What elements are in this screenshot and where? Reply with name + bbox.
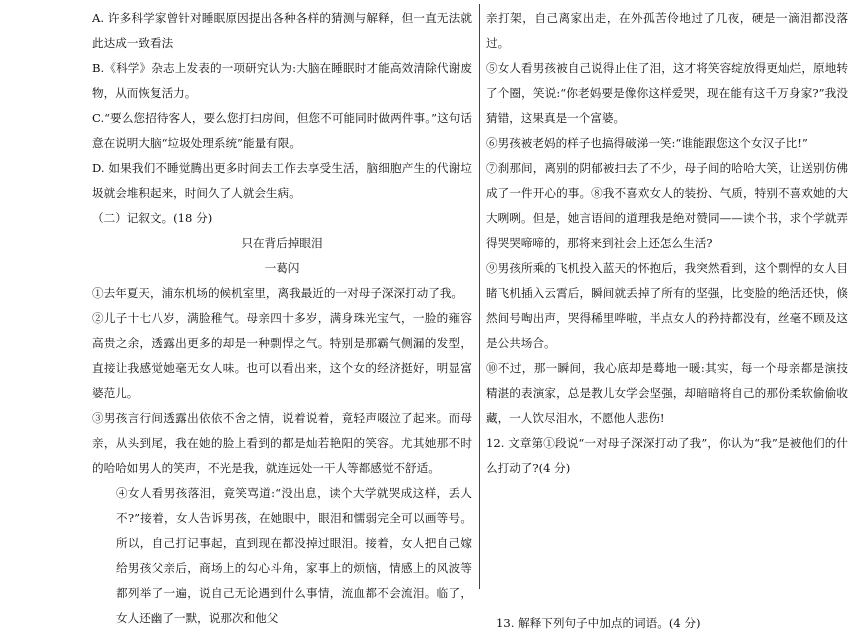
story-paragraph-10: ⑩不过，那一瞬间，我心底却是蓦地一暖:其实，每一个母亲都是演技精湛的表演家，总是教儿女学会坚强，却暗暗将自己的那份柔软偷偷收藏，一人饮尽泪水，不愿他人悲伤! [486,361,848,425]
story-paragraph-1: ①去年夏天，浦东机场的候机室里，离我最近的一对母子深深打动了我。 [92,286,464,300]
option-c: C.“要么您招待客人，要么您打扫房间，但您不可能同时做两件事。”这句话意在说明大脑“垃圾处理系统”能量有限。 [92,111,472,150]
story-paragraph-4: ④女人看男孩落泪，竟笑骂道:“没出息，读个大学就哭成这样，丢人不?”接着，女人告诉男孩，在她眼中，眼泪和懦弱完全可以画等号。所以，自己打记事起，直到现在都没掉过眼泪。接着，女人把自己嫁给男孩父亲后，商场上的勾心斗角，家事上的烦恼，情感上的风波等都列举了一遍，说自己无论遇到什么事情，流血都不会流泪。临了，女人还幽了一默，说那次和他父 [116,486,472,625]
option-d: D. 如果我们不睡觉腾出更多时间去工作去享受生活，脑细胞产生的代谢垃圾就会堆积起来，时间久了人就会生病。 [92,161,472,200]
story-paragraph-5: ⑤女人看男孩被自己说得止住了泪，这才将笑容绽放得更灿烂，原地转了个圈，笑说:“你老妈要是像你这样爱哭，现在能有这千万身家?”我没猜错，这果真是一个富婆。 [486,61,848,125]
right-column [486,6,848,636]
left-column [92,6,472,631]
question-12: 12. 文章第①段说“一对母子深深打动了我”，你认为“我”是被他们的什么打动了?(4 分) [486,436,848,475]
option-a: A. 许多科学家曾针对睡眠原因提出各种各样的猜测与解释，但一直无法就此达成一致看法 [92,11,472,50]
option-b: B.《科学》杂志上发表的一项研究认为:大脑在睡眠时才能高效清除代谢废物，从而恢复活力。 [92,61,472,100]
question-13: 13. 解释下列句子中加点的词语。(4 分) [496,616,701,630]
story-paragraph-3: ③男孩言行间透露出依依不舍之情，说着说着，竟轻声啜泣了起来。而母亲，从头到尾，我在她的脸上看到的都是灿若艳阳的笑容。尤其她那不时的哈哈如男人的笑声，不光是我，就连远处一干人等都感觉不舒适。 [92,411,472,475]
column-divider [479,4,480,589]
story-paragraph-6: ⑥男孩被老妈的样子也搞得破涕一笑:“谁能跟您这个女汉子比!” [486,136,808,150]
story-paragraph-9: ⑨男孩所乘的飞机投入蓝天的怀抱后，我突然看到，这个剽悍的女人目睹飞机插入云霄后，瞬间就丢掉了所有的坚强，比变脸的绝活还快，倏然间号啕出声，哭得稀里哗啦，半点女人的矜持都没有，丝毫不顾及这是公共场合。 [486,261,848,350]
story-title: 只在背后掉眼泪 [241,236,323,250]
story-paragraph-7-8: ⑦刹那间，离别的阴郁被扫去了不少，母子间的哈哈大笑，让送别仿佛成了一件开心的事。⑧我不喜欢女人的装扮、气质，特别不喜欢她的大大咧咧。但是，她言语间的道理我是绝对赞同——读个书，求个学就弄得哭哭啼啼的，那将来到社会上还怎么生活? [486,161,848,250]
story-author: 一葛闪 [264,261,300,275]
answer-space-12 [486,481,848,611]
story-paragraph-4-continued: 亲打架，自己离家出走，在外孤苦伶地过了几夜，硬是一滴泪都没落过。 [486,11,848,50]
section-heading: （二）记叙文。(18 分) [92,211,213,225]
story-paragraph-2: ②儿子十七八岁，满脸稚气。母亲四十多岁，满身珠光宝气，一脸的雍容高贵之余，透露出更多的却是一种剽悍之气。特别是那霸气侧漏的发型，直接让我感觉她毫无女人味。也可以看出来，这个女的经济挺好，明显富婆范儿。 [92,311,472,400]
